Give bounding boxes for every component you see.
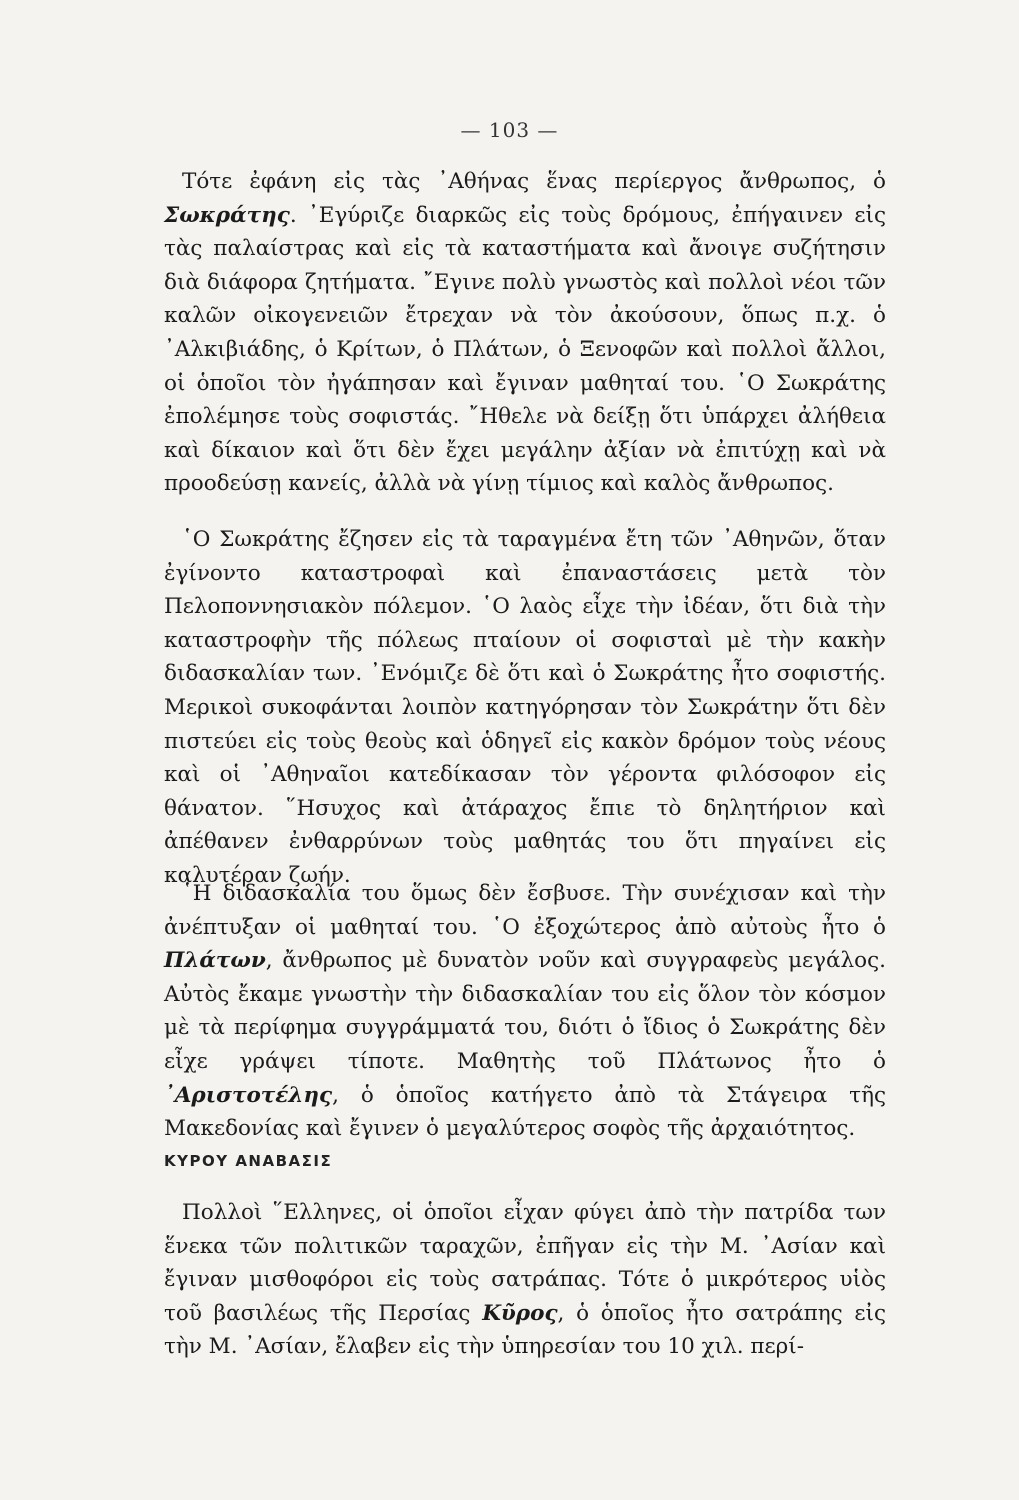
text-run: , ὁ ὁποῖος ἦτο σατράπης εἰς τὴν Μ. ᾿Ασίαν, ἔλαβεν εἰς τὴν ὑπηρεσίαν του 10 χιλ. περί- bbox=[164, 1300, 886, 1360]
name-plato: Πλάτων bbox=[164, 948, 266, 974]
name-socrates: Σωκράτης bbox=[164, 202, 290, 228]
page-number: — 103 — bbox=[460, 118, 559, 142]
text-run: Πολλοὶ ῞Ελληνες, οἱ ὁποῖοι εἶχαν φύγει ἀπὸ τὴν πατρίδα των ἕνεκα τῶν πολιτικῶν ταραχῶν, ἐπῆγαν εἰς τὴν Μ. ᾿Ασίαν καὶ ἔγιναν μισθοφόροι εἰς τοὺς σατράπας. Τότε ὁ μικρότερος υἱὸς τοῦ βασιλέως τῆς Περσίας bbox=[164, 1200, 886, 1326]
paragraph-socrates-death bbox=[164, 523, 886, 893]
paragraph-socrates-intro bbox=[164, 165, 886, 501]
paragraph-text bbox=[164, 165, 886, 501]
paragraph-text bbox=[164, 1196, 886, 1364]
name-aristotle: ᾿Αριστοτέλης bbox=[164, 1082, 333, 1108]
text-run: . ᾿Εγύριζε διαρκῶς εἰς τοὺς δρόμους, ἐπήγαινεν εἰς τὰς παλαίστρας καὶ εἰς τὰ καταστήματα καὶ ἄνοιγε συζήτησιν διὰ διάφορα ζητήματα. ῎Εγινε πολὺ γνωστὸς καὶ πολλοὶ νέοι τῶν καλῶν οἰκογενειῶν ἔτρεχαν νὰ τὸν ἀκούσουν, ὅπως π.χ. ὁ ᾿Αλκιβιάδης, ὁ Κρίτων, ὁ Πλάτων, ὁ Ξενοφῶν καὶ πολλοὶ ἄλλοι, οἱ ὁποῖοι τὸν ἠγάπησαν καὶ ἔγιναν μαθηταί του. ῾Ο Σωκράτης ἐπολέμησε τοὺς σοφιστάς. ῎Ηθελε νὰ δείξῃ ὅτι ὑπάρχει ἀλήθεια καὶ δίκαιον καὶ ὅτι δὲν ἔχει μεγάλην ἀξίαν νὰ ἐπιτύχῃ καὶ νὰ προοδεύσῃ κανείς, ἀλλὰ νὰ γίνῃ τίμιος καὶ καλὸς ἄνθρωπος. bbox=[164, 202, 886, 497]
name-cyrus: Κῦρος bbox=[482, 1300, 558, 1326]
paragraph-text: ῾Ο Σωκράτης ἔζησεν εἰς τὰ ταραγμένα ἔτη τῶν ᾿Αθηνῶν, ὅταν ἐγίνοντο καταστροφαὶ καὶ ἐπαναστάσεις μετὰ τὸν Πελοποννησιακὸν πόλεμον. ῾Ο λαὸς εἶχε τὴν ἰδέαν, ὅτι διὰ τὴν καταστροφὴν τῆς πόλεως πταίουν οἱ σοφισταὶ μὲ τὴν κακὴν διδασκαλίαν των. ᾿Ενόμιζε δὲ ὅτι καὶ ὁ Σωκράτης ἦτο σοφιστής. Μερικοὶ συκοφάνται λοιπὸν κατηγόρησαν τὸν Σωκράτην ὅτι δὲν πιστεύει εἰς τοὺς θεοὺς καὶ ὁδηγεῖ εἰς κακὸν δρόμον τοὺς νέους καὶ οἱ ᾿Αθηναῖοι κατεδίκασαν τὸν γέροντα φιλόσοφον εἰς θάνατον. ῞Ησυχος καὶ ἀτάραχος ἔπιε τὸ δηλητήριον καὶ ἀπέθανεν ἐνθαρρύνων τοὺς μαθητάς του ὅτι πηγαίνει εἰς καλυτέραν ζωήν. bbox=[164, 527, 886, 888]
text-run: Τότε ἐφάνη εἰς τὰς ᾿Αθήνας ἕνας περίεργος ἄνθρωπος, ὁ bbox=[182, 169, 886, 194]
paragraph-cyrus bbox=[164, 1196, 886, 1364]
text-run: , ἄνθρωπος μὲ δυνατὸν νοῦν καὶ συγγραφεὺς μεγάλος. Αὐτὸς ἔκαμε γνωστὴν τὴν διδασκαλίαν του εἰς ὅλον τὸν κόσμον μὲ τὰ περίφημα συγγράμματά του, διότι ὁ ἴδιος ὁ Σωκράτης δὲν εἶχε γράψει τίποτε. Μαθητὴς τοῦ Πλάτωνος ἦτο ὁ bbox=[164, 948, 886, 1074]
section-heading: ΚΥΡΟΥ ΑΝΑΒΑΣΙΣ bbox=[164, 1152, 333, 1170]
paragraph-plato-aristotle bbox=[164, 877, 886, 1146]
text-run: ῾Η διδασκαλία του ὅμως δὲν ἔσβυσε. Τὴν συνέχισαν καὶ τὴν ἀνέπτυξαν οἱ μαθηταί του. ῾Ο ἐξοχώτερος ἀπὸ αὐτοὺς ἦτο ὁ bbox=[164, 881, 886, 940]
text-run: , ὁ ὁποῖος κατήγετο ἀπὸ τὰ Στάγειρα τῆς Μακεδονίας καὶ ἔγινεν ὁ μεγαλύτερος σοφὸς τῆς ἀρχαιότητος. bbox=[164, 1082, 886, 1142]
paragraph-text bbox=[164, 877, 886, 1146]
